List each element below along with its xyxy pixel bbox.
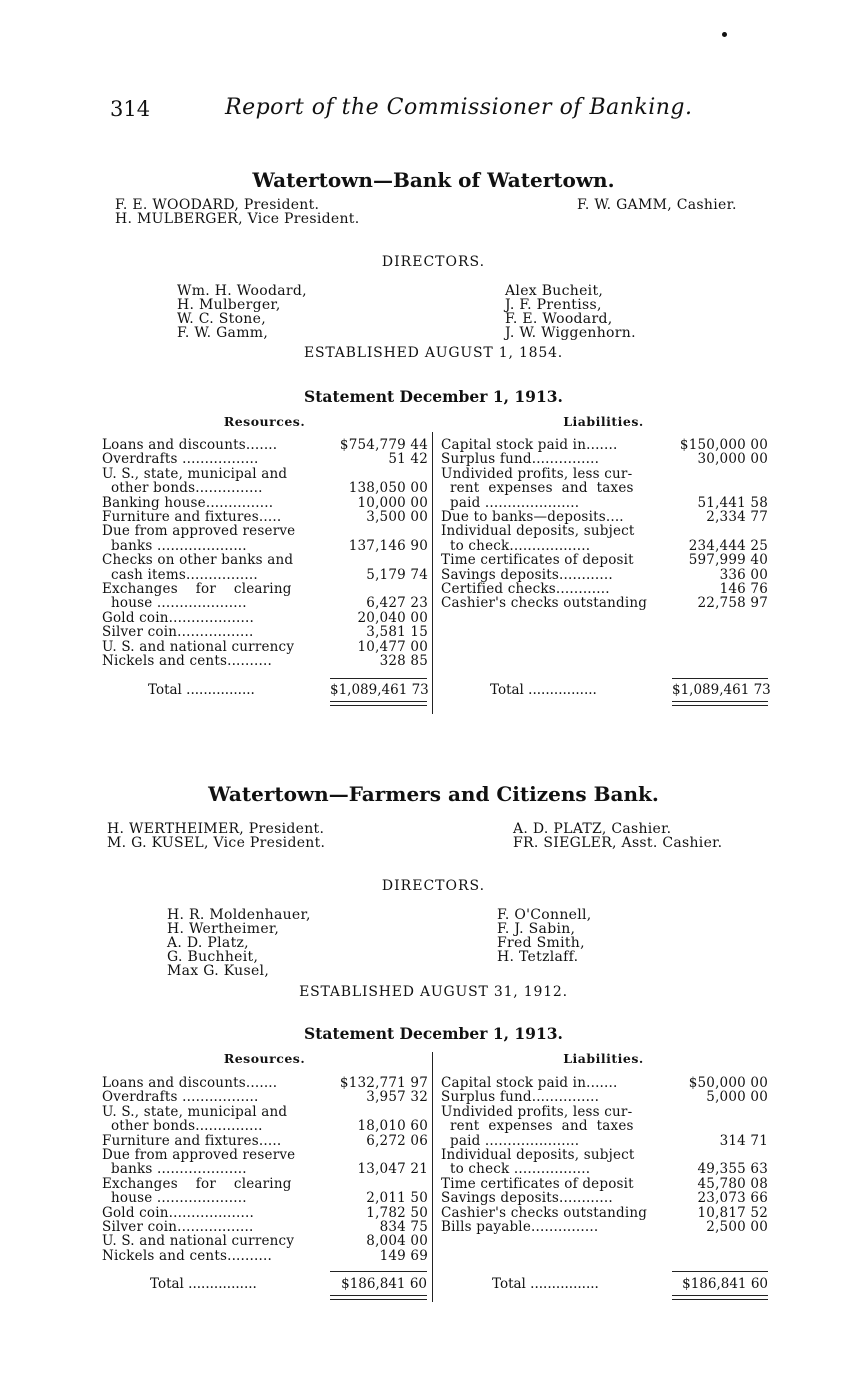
ledger-label: paid ..................... (441, 494, 580, 511)
ledger-label: Due to banks—deposits.... (441, 509, 624, 525)
ledger-row (441, 1177, 768, 1191)
ledger-amount: 137,146 90 (348, 537, 428, 554)
resources-heading: Resources. (223, 414, 306, 429)
subtotal-rule (330, 1271, 427, 1272)
ledger-row (102, 1148, 428, 1162)
ledger-label: Surplus fund............... (441, 451, 600, 468)
ledger-label: banks .................... (102, 537, 247, 554)
resources-total-label: Total ................ (148, 682, 255, 698)
ledger-row (102, 1090, 428, 1104)
total-rule (330, 701, 427, 702)
ledger-row (441, 1134, 768, 1148)
total-rule (330, 1299, 427, 1300)
ledger-row (102, 1162, 428, 1176)
ledger-label: Loans and discounts....... (102, 437, 278, 453)
ledger-label: Bills payable............... (441, 1219, 599, 1235)
liabilities-total: $186,841 60 (682, 1276, 768, 1292)
total-rule (672, 705, 768, 706)
ledger-amount: 5,000 00 (706, 1089, 768, 1106)
ledger-label: Exchanges for clearing (102, 581, 292, 597)
ledger-row (441, 553, 768, 567)
ledger-row (441, 1076, 768, 1090)
ledger-label: Nickels and cents.......... (102, 1247, 272, 1264)
ledger-label: U. S., state, municipal and (102, 1103, 288, 1120)
ledger-row (441, 524, 768, 538)
ledger-amount: 3,500 00 (366, 509, 428, 525)
ledger-label: Furniture and fixtures..... (102, 1132, 282, 1149)
ledger-row (441, 1090, 768, 1104)
director: J. W. Wiggenhorn. (505, 325, 636, 341)
ledger-row (441, 1105, 768, 1119)
ledger-amount: $50,000 00 (688, 1075, 768, 1091)
director: H. Mulberger, (177, 297, 281, 313)
ledger-amount: 328 85 (379, 653, 428, 669)
ledger-label: other bonds............... (102, 1118, 263, 1135)
ledger-amount: 834 75 (379, 1219, 428, 1235)
total-rule (672, 1299, 768, 1300)
ledger-label: Savings deposits............ (441, 566, 613, 583)
stray-mark (722, 32, 727, 37)
column-divider (432, 1052, 433, 1302)
ledger-amount: 45,780 08 (697, 1175, 768, 1192)
ledger-label: Certified checks............ (441, 581, 610, 597)
ledger-row (102, 611, 428, 625)
ledger-label: house .................... (102, 595, 247, 612)
ledger-label: Individual deposits, subject (441, 523, 635, 540)
ledger-label: Banking house............... (102, 494, 274, 511)
ledger-label: Undivided profits, less cur- (441, 1103, 633, 1120)
ledger-label: Overdrafts ................. (102, 1089, 259, 1106)
ledger-row (441, 596, 768, 610)
ledger-row (102, 568, 428, 582)
ledger-amount: 6,272 06 (366, 1132, 428, 1149)
officer-president: F. E. WOODARD, President. (115, 197, 320, 213)
ledger-row (102, 1119, 428, 1133)
ledger-amount: 149 69 (379, 1247, 428, 1264)
ledger-row (102, 1191, 428, 1205)
officers-right (513, 822, 722, 850)
ledger-label: cash items................ (102, 566, 258, 583)
directors-heading: DIRECTORS. (381, 254, 486, 270)
ledger-amount: 51,441 58 (697, 494, 768, 511)
ledger-amount: 2,334 77 (706, 509, 768, 525)
director: G. Buchheit, (167, 949, 259, 965)
ledger-label: Nickels and cents.......... (102, 653, 272, 669)
ledger-row (441, 1162, 768, 1176)
resources-total: $1,089,461 73 (330, 682, 429, 698)
directors-left (167, 908, 311, 978)
ledger-label: U. S. and national currency (102, 638, 295, 655)
ledger-amount: 597,999 40 (688, 552, 768, 569)
directors-heading: DIRECTORS. (381, 878, 486, 894)
subtotal-rule (672, 1271, 768, 1272)
ledger-row (441, 1148, 768, 1162)
directors-right (497, 908, 592, 964)
ledger-label: Overdrafts ................. (102, 451, 259, 468)
ledger-row (102, 467, 428, 481)
director: W. C. Stone, (177, 311, 266, 327)
established-date: ESTABLISHED AUGUST 31, 1912. (299, 984, 568, 1000)
ledger-label: Furniture and fixtures..... (102, 509, 282, 525)
page-number: 314 (110, 97, 151, 121)
ledger-row (102, 1076, 428, 1090)
ledger-row (102, 654, 428, 668)
ledger-row (102, 452, 428, 466)
ledger-label: Surplus fund............... (441, 1089, 600, 1106)
officers-left (115, 198, 359, 226)
ledger-amount: 51 42 (388, 451, 428, 468)
subtotal-rule (672, 678, 768, 679)
ledger-row (102, 496, 428, 510)
ledger-amount: 234,444 25 (688, 537, 768, 554)
ledger-label: Gold coin................... (102, 1204, 254, 1221)
ledger-label: U. S., state, municipal and (102, 465, 288, 482)
total-rule (672, 1295, 768, 1296)
ledger-row (102, 1206, 428, 1220)
director: F. O'Connell, (497, 907, 592, 923)
total-rule (672, 701, 768, 702)
director: H. R. Moldenhauer, (167, 907, 311, 923)
liabilities-heading: Liabilities. (563, 1051, 644, 1066)
ledger-label: Silver coin................. (102, 1219, 254, 1235)
ledger-row (102, 1249, 428, 1263)
ledger-amount: 3,957 32 (366, 1089, 428, 1106)
total-rule (330, 705, 427, 706)
ledger-row (441, 481, 768, 495)
ledger-row (102, 582, 428, 596)
officer-vice-president: M. G. KUSEL, Vice President. (107, 835, 326, 851)
ledger-row (441, 467, 768, 481)
ledger-amount: 2,011 50 (366, 1190, 428, 1207)
director: H. Wertheimer, (167, 921, 280, 937)
subtotal-rule (330, 678, 427, 679)
ledger-row (441, 1119, 768, 1133)
director: F. E. Woodard, (505, 311, 613, 327)
ledger-row (441, 568, 768, 582)
ledger-amount: 3,581 15 (366, 624, 428, 641)
ledger-row (441, 510, 768, 524)
ledger-label: Exchanges for clearing (102, 1175, 292, 1192)
ledger-label: Undivided profits, less cur- (441, 465, 633, 482)
ledger-amount: 20,040 00 (357, 609, 428, 626)
ledger-amount: 6,427 23 (366, 595, 428, 612)
ledger-amount: 22,758 97 (697, 595, 768, 612)
ledger-amount: $132,771 97 (339, 1075, 428, 1091)
ledger-label: other bonds............... (102, 480, 263, 497)
director: H. Tetzlaff. (497, 949, 579, 965)
ledger-amount: 23,073 66 (697, 1190, 768, 1207)
ledger-amount: 13,047 21 (357, 1161, 428, 1178)
ledger-amount: 18,010 60 (357, 1118, 428, 1135)
ledger-amount: $150,000 00 (679, 437, 768, 453)
directors-right (505, 284, 636, 340)
ledger-label: Time certificates of deposit (441, 1175, 634, 1192)
director: F. J. Sabin, (497, 921, 576, 937)
ledger-label: Gold coin................... (102, 609, 254, 626)
ledger-label: U. S. and national currency (102, 1233, 295, 1250)
resources-total-label: Total ................ (150, 1276, 257, 1292)
ledger-row (102, 1234, 428, 1248)
ledger-label: Silver coin................. (102, 624, 254, 641)
ledger-label: Time certificates of deposit (441, 552, 634, 569)
officer-vice-president: H. MULBERGER, Vice President. (115, 211, 360, 227)
ledger-amount: 2,500 00 (706, 1219, 768, 1235)
officer-president: H. WERTHEIMER, President. (107, 821, 325, 837)
ledger-row (441, 438, 768, 452)
resources-total: $186,841 60 (341, 1276, 427, 1292)
ledger-row (441, 539, 768, 553)
ledger-label: banks .................... (102, 1161, 247, 1178)
director: J. F. Prentiss, (505, 297, 602, 313)
ledger-amount: 49,355 63 (697, 1161, 768, 1178)
officers-left (107, 822, 325, 850)
ledger-label: Due from approved reserve (102, 523, 296, 540)
liabilities-total-label: Total ................ (490, 682, 597, 698)
ledger-label: Due from approved reserve (102, 1147, 296, 1163)
ledger-label: Capital stock paid in....... (441, 437, 618, 453)
ledger-row (441, 1220, 768, 1234)
ledger-row (441, 582, 768, 596)
liabilities-total-label: Total ................ (492, 1276, 599, 1292)
ledger-amount: 146 76 (719, 581, 768, 597)
officers-right (577, 198, 737, 212)
ledger-label: to check.................. (441, 537, 591, 554)
running-title: Report of the Commissioner of Banking. (225, 95, 693, 120)
liabilities-total: $1,089,461 73 (672, 682, 771, 698)
director: F. W. Gamm, (177, 325, 269, 341)
ledger-row (102, 596, 428, 610)
ledger-label: house .................... (102, 1190, 247, 1207)
liabilities-heading: Liabilities. (563, 414, 644, 429)
ledger-row (102, 1220, 428, 1234)
ledger-row (102, 438, 428, 452)
ledger-row (441, 1206, 768, 1220)
ledger-amount: 10,000 00 (357, 494, 428, 511)
ledger-label: Checks on other banks and (102, 552, 294, 569)
total-rule (330, 1295, 427, 1296)
ledger-label: to check ................. (441, 1161, 591, 1178)
established-date: ESTABLISHED AUGUST 1, 1854. (303, 345, 564, 361)
statement-heading: Statement December 1, 1913. (304, 387, 563, 406)
ledger-amount: 138,050 00 (348, 480, 428, 497)
officer-cashier: A. D. PLATZ, Cashier. (513, 821, 672, 837)
ledger-amount: 30,000 00 (697, 451, 768, 468)
ledger-amount: 314 71 (719, 1132, 768, 1149)
column-divider (432, 432, 433, 714)
ledger-label: paid ..................... (441, 1132, 580, 1149)
ledger-row (102, 1105, 428, 1119)
director: Fred Smith, (497, 935, 585, 951)
ledger-row (102, 625, 428, 639)
director: Wm. H. Woodard, (177, 283, 307, 299)
director: Alex Bucheit, (505, 283, 604, 299)
ledger-label: Savings deposits............ (441, 1190, 613, 1207)
ledger-label: Cashier's checks outstanding (441, 595, 648, 612)
director: A. D. Platz, (167, 935, 249, 951)
resources-heading: Resources. (223, 1051, 306, 1066)
ledger-amount: 1,782 50 (366, 1204, 428, 1221)
ledger-row (102, 553, 428, 567)
ledger-amount: 336 00 (719, 566, 768, 583)
ledger-row (102, 481, 428, 495)
statement-heading: Statement December 1, 1913. (304, 1024, 563, 1043)
director: Max G. Kusel, (167, 963, 270, 979)
ledger-amount: 10,477 00 (357, 638, 428, 655)
ledger-row (102, 524, 428, 538)
ledger-amount: 10,817 52 (697, 1204, 768, 1221)
ledger-label: rent expenses and taxes (441, 1118, 634, 1135)
bank-title: Watertown—Farmers and Citizens Bank. (208, 782, 659, 806)
ledger-row (102, 640, 428, 654)
ledger-row (441, 1191, 768, 1205)
ledger-row (441, 496, 768, 510)
ledger-row (102, 510, 428, 524)
ledger-amount: 5,179 74 (366, 566, 428, 583)
ledger-row (102, 1134, 428, 1148)
officer-asst-cashier: FR. SIEGLER, Asst. Cashier. (513, 835, 723, 851)
ledger-row (102, 539, 428, 553)
ledger-row (102, 1177, 428, 1191)
ledger-label: Loans and discounts....... (102, 1075, 278, 1091)
ledger-label: rent expenses and taxes (441, 480, 634, 497)
officer-cashier: F. W. GAMM, Cashier. (577, 197, 737, 213)
ledger-label: Individual deposits, subject (441, 1147, 635, 1163)
ledger-label: Capital stock paid in....... (441, 1075, 618, 1091)
ledger-amount: 8,004 00 (366, 1233, 428, 1250)
ledger-row (441, 452, 768, 466)
bank-title: Watertown—Bank of Watertown. (252, 168, 615, 192)
directors-left (177, 284, 307, 340)
ledger-amount: $754,779 44 (339, 437, 428, 453)
ledger-label: Cashier's checks outstanding (441, 1204, 648, 1221)
